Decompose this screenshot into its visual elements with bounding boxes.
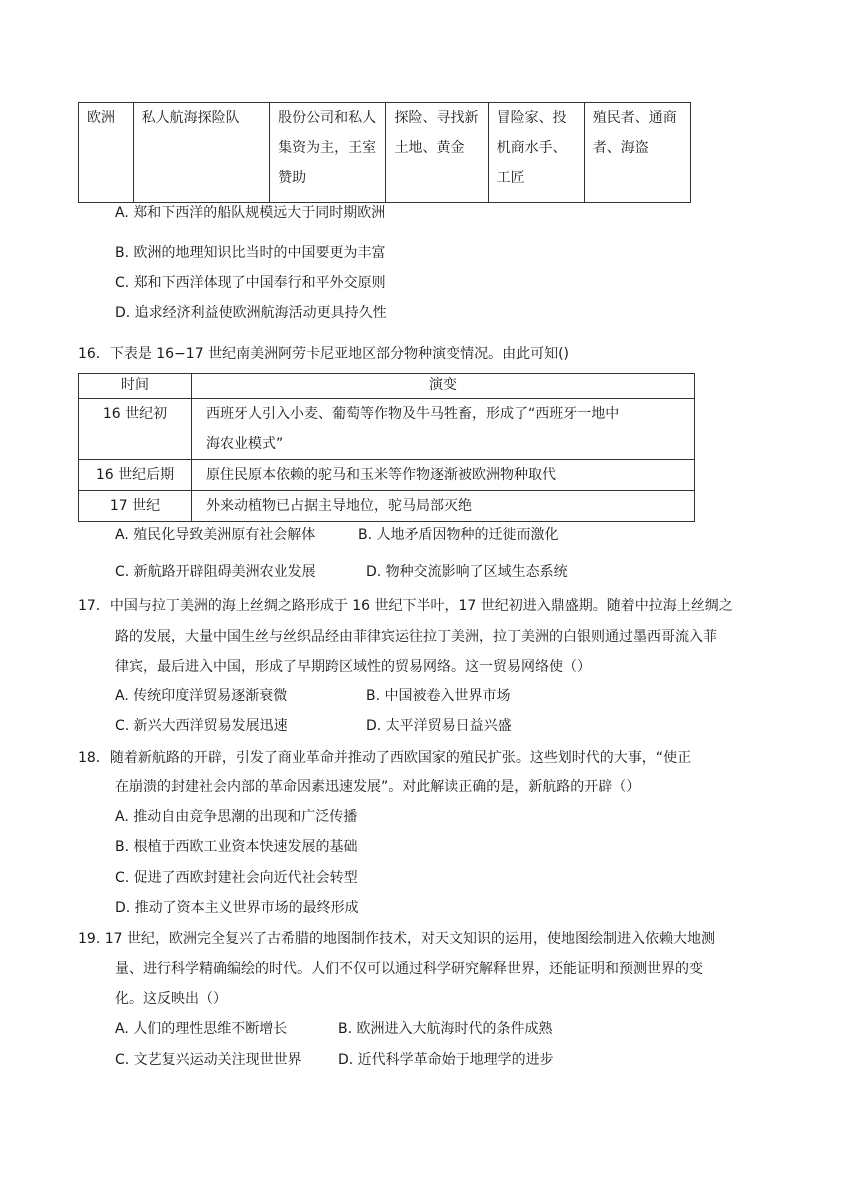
table-cell: 私人航海探险队: [133, 103, 270, 203]
option-b: B. 欧洲的地理知识比当时的中国要更为丰富: [115, 245, 386, 261]
table-cell: 欧洲: [79, 103, 134, 203]
option-b: B. 根植于西欧工业资本快速发展的基础: [115, 839, 358, 855]
option-d: D. 太平洋贸易日益兴盛: [366, 718, 512, 734]
table-row: [79, 399, 695, 460]
row-evolution-line: 海农业模式”: [206, 436, 284, 452]
option-c: C. 文艺复兴运动关注现世世界: [115, 1052, 302, 1068]
option-c: C. 促进了西欧封建社会向近代社会转型: [115, 870, 358, 886]
option-a: A. 人们的理性思维不断增长: [115, 1021, 288, 1037]
row-time: 17 世纪: [79, 491, 192, 522]
question-19-stem: 19. 17 世纪，欧洲完全复兴了古希腊的地图制作技术，对天文知识的运用，使地图绘制进入依赖大地测: [78, 931, 715, 947]
option-b: B. 欧洲进入大航海时代的条件成熟: [338, 1021, 553, 1037]
option-b: B. 中国被卷入世界市场: [366, 688, 511, 704]
row-time: 16 世纪后期: [79, 460, 192, 491]
table-cell: 股份公司和私人集资为主，王室赞助: [270, 103, 386, 203]
option-d: D. 近代科学革命始于地理学的进步: [338, 1052, 554, 1068]
table-row: [79, 460, 695, 491]
question-19-stem: 量、进行科学精确编绘的时代。人们不仅可以通过科学研究解释世界，还能证明和预测世界的变: [115, 961, 703, 977]
row-evolution: 外来动植物已占据主导地位，驼马局部灭绝: [192, 491, 695, 522]
option-c: C. 新航路开辟阻碍美洲农业发展: [115, 564, 316, 580]
option-a: A. 传统印度洋贸易逐渐衰微: [115, 688, 288, 704]
row-time: 16 世纪初: [79, 399, 192, 460]
question-17-stem: 路的发展，大量中国生丝与丝织品经由菲律宾运往拉丁美洲，拉丁美洲的白银则通过墨西哥流入菲: [115, 629, 717, 645]
row-evolution-line: 西班牙人引入小麦、葡萄等作物及牛马牲畜，形成了“西班牙一地中: [206, 406, 620, 422]
option-a: A. 推动自由竞争思潮的出现和广泛传播: [115, 809, 358, 825]
option-d: D. 物种交流影响了区域生态系统: [366, 564, 568, 580]
option-b: B. 人地矛盾因物种的迁徙而激化: [358, 527, 559, 543]
option-c: C. 郑和下西洋体现了中国奉行和平外交原则: [115, 275, 386, 291]
species-evolution-table: [78, 373, 695, 522]
question-19-stem: 化。这反映出（）: [115, 991, 227, 1007]
option-d: D. 追求经济利益使欧洲航海活动更具持久性: [115, 305, 387, 321]
table-cell: 探险、寻找新土地、黄金: [386, 103, 488, 203]
table-row: [79, 103, 691, 203]
option-c: C. 新兴大西洋贸易发展迅速: [115, 718, 288, 734]
question-17-stem: 律宾，最后进入中国，形成了早期跨区域性的贸易网络。这一贸易网络使（）: [115, 659, 591, 675]
table-cell: 殖民者、通商者、海盗: [584, 103, 690, 203]
row-evolution: [192, 399, 695, 460]
header-evolution: 演变: [192, 374, 695, 399]
question-18-stem: 在崩溃的封建社会内部的革命因素迅速发展”。对此解读正确的是，新航路的开辟（）: [115, 779, 641, 795]
option-a: A. 殖民化导致美洲原有社会解体: [115, 527, 316, 543]
table-row: [79, 491, 695, 522]
question-17-stem: 17．中国与拉丁美洲的海上丝绸之路形成于 16 世纪下半叶，17 世纪初进入鼎盛期。随着中拉海上丝绸之: [78, 598, 733, 614]
question-16-stem: 16．下表是 16−17 世纪南美洲阿劳卡尼亚地区部分物种演变情况。由此可知(): [78, 346, 569, 362]
option-d: D. 推动了资本主义世界市场的最终形成: [115, 900, 359, 916]
question-18-stem: 18．随着新航路的开辟，引发了商业革命并推动了西欧国家的殖民扩张。这些划时代的大事，“使正: [78, 750, 692, 766]
comparison-table: [78, 102, 691, 203]
header-time: 时间: [79, 374, 192, 399]
option-a: A. 郑和下西洋的船队规模远大于同时期欧洲: [115, 205, 386, 221]
row-evolution: 原住民原本依赖的驼马和玉米等作物逐渐被欧洲物种取代: [192, 460, 695, 491]
table-header-row: [79, 374, 695, 399]
table-cell: 冒险家、投机商水手、工匠: [488, 103, 584, 203]
